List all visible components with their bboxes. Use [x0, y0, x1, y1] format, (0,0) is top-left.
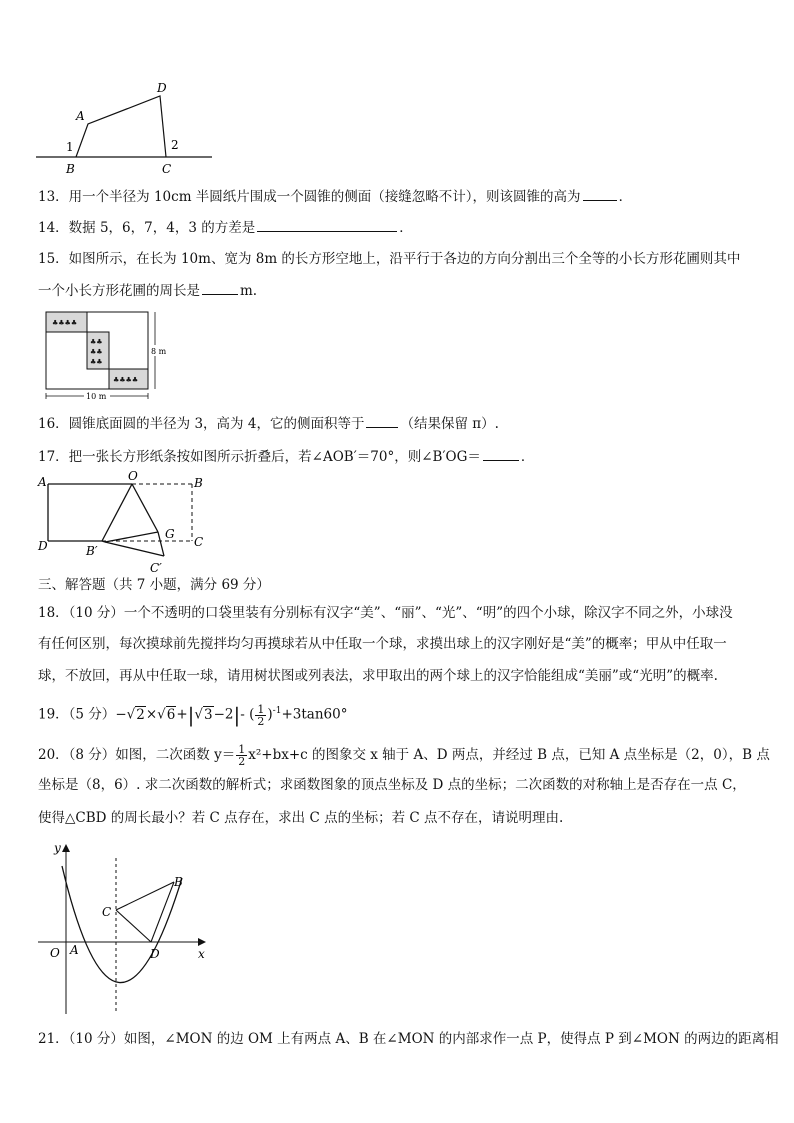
label-c: C [162, 162, 172, 176]
label-angle-2: 2 [171, 138, 179, 152]
label-o: O [50, 946, 60, 960]
answer-blank[interactable] [366, 413, 398, 428]
question-13: 13．用一个半径为 10cm 半圆纸片围成一个圆锥的侧面（接缝忽略不计），则该圆锥的高为 ． [38, 186, 762, 207]
answer-blank[interactable] [583, 186, 617, 201]
axis-x-label: x [198, 947, 205, 961]
label-c: C [102, 905, 112, 919]
answer-blank[interactable] [483, 446, 519, 461]
question-20-line3: 使得△CBD 的周长最小？若 C 点存在，求出 C 点的坐标；若 C 点不存在，请说明理由. [38, 810, 564, 826]
label-c: C [194, 535, 204, 549]
label-b: B [66, 162, 75, 176]
label-o: O [128, 470, 138, 483]
question-21: 21．（10 分）如图，∠MON 的边 OM 上有两点 A、B 在∠MON 的内部求作一点 P，使得点 P 到∠MON 的两边的距离相 [38, 1031, 779, 1047]
label-angle-1: 1 [66, 140, 74, 154]
question-18-line2: 有任何区别，每次摸球前先搅拌均匀再摸球若从中任取一个球，求摸出球上的汉字刚好是“美”的概率；甲从中任取一 [38, 636, 727, 652]
label-d: D [150, 947, 160, 961]
width-label: 10 m [86, 392, 107, 401]
section-heading-3: 三、解答题（共 7 小题，满分 69 分） [38, 577, 270, 593]
question-17: 17．把一张长方形纸条按如图所示折叠后，若∠AOB′＝70°，则∠B′OG＝ ． [38, 446, 762, 467]
answer-blank[interactable] [257, 217, 397, 232]
figure-folded-strip [34, 470, 214, 580]
svg-text:♣♣: ♣♣ [90, 348, 103, 356]
label-a: A [38, 475, 47, 489]
label-d: D [157, 81, 167, 95]
label-g: G [165, 527, 175, 541]
question-18-line1: 18．（10 分）一个不透明的口袋里装有分别标有汉字“美”、“丽”、“光”、“明”的四个小球，除汉字不同之外，小球没 [38, 605, 733, 621]
svg-text:♣♣♣♣: ♣♣♣♣ [52, 319, 78, 327]
figure-angles-abcd [30, 78, 220, 178]
svg-text:♣♣: ♣♣ [90, 358, 103, 366]
figure-garden-plots [40, 308, 180, 404]
question-15-line2: 一个小长方形花圃的周长是 m. [38, 280, 762, 301]
label-b-prime: B′ [86, 544, 98, 558]
figure-parabola [34, 838, 214, 1020]
question-20-line2: 坐标是（8，6）. 求二次函数的解析式；求函数图象的顶点坐标及 D 点的坐标；二次函数的对称轴上是否存在一点 C， [38, 777, 746, 793]
fraction-one-half: $\frac{1}{2}$ [257, 702, 265, 728]
height-label: 8 m [151, 347, 167, 356]
question-16: 16．圆锥底面圆的半径为 3，高为 4，它的侧面积等于 （结果保留 π）. [38, 413, 762, 434]
label-b: B [174, 875, 183, 889]
question-15-line1: 15．如图所示，在长为 10m、宽为 8m 的长方形空地上，沿平行于各边的方向分割出三个全等的小长方形花圃则其中 [38, 251, 741, 267]
label-a: A [70, 943, 79, 957]
question-18-line3: 球，不放回，再从中任取一球，请用树状图或列表法，求甲取出的两个球上的汉字恰能组成“美丽”或“光明”的概率. [38, 668, 718, 684]
svg-text:♣♣♣♣: ♣♣♣♣ [113, 376, 139, 384]
label-d: D [38, 539, 48, 553]
svg-text:♣♣: ♣♣ [90, 338, 103, 346]
label-b: B [194, 476, 203, 490]
answer-blank[interactable] [202, 280, 238, 295]
fraction-one-half: $\frac{1}{2}$ [238, 743, 246, 768]
question-20-line1: 20．（8 分）如图，二次函数 y＝ $\frac{1}{2}$ x²+bx+c 的图象交 x 轴于 A、D 两点，并经过 B 点，已知 A 点坐标是（2，0），B 点 [38, 743, 770, 768]
label-c-prime: C′ [150, 561, 162, 575]
label-a: A [76, 109, 85, 123]
question-14: 14．数据 5，6，7，4，3 的方差是 ． [38, 217, 762, 238]
question-19: 19．（5 分）−√2×√6+|√3−2|- ( $\frac{1}{2}$ )$^{-1}$+3tan60° [38, 702, 348, 728]
axis-y-label: y [54, 841, 61, 855]
